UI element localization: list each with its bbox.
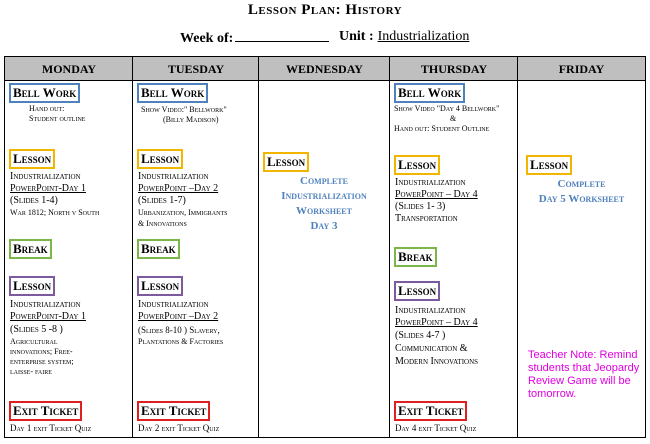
exit-ticket-box: Exit Ticket: [9, 401, 82, 421]
lesson-plan-table: [4, 56, 646, 438]
monday-lesson2-text: PowerPoint-Day 1: [10, 311, 86, 322]
wednesday-column: [259, 81, 389, 437]
unit-value: Industrialization: [377, 29, 470, 44]
thursday-bell-text: Hand out: Student Outline: [394, 124, 490, 133]
tuesday-lesson2-text: Industrialization: [138, 299, 209, 310]
wednesday-activity: [259, 174, 389, 234]
lesson-box: Lesson: [394, 155, 440, 175]
unit-label: Unit :: [339, 29, 374, 44]
header-wednesday: WEDNESDAY: [259, 57, 390, 81]
monday-lesson2-text: (Slides 5 -8 ): [10, 324, 63, 335]
tuesday-lesson1-text: PowerPoint –Day 2: [138, 183, 219, 194]
tuesday-lesson1-text: (Slides 1-7): [138, 195, 186, 206]
tuesday-lesson1-text: & Innovations: [138, 219, 187, 228]
teacher-note: Teacher Note: Remind students that Jeopardy Review Game will be tomorrow.: [528, 349, 640, 400]
tuesday-lesson2-text: PowerPoint –Day 2: [138, 311, 219, 322]
break-box: Break: [137, 239, 180, 259]
lesson-box: Lesson: [137, 276, 183, 296]
header-monday: MONDAY: [5, 57, 133, 81]
lesson-box: Lesson: [9, 149, 55, 169]
tuesday-exit-text: Day 2 exit Ticket Quiz: [138, 423, 220, 433]
tuesday-lesson1-text: Urbanization, Immigrants: [138, 208, 228, 217]
week-blank: [235, 29, 329, 42]
exit-ticket-box: Exit Ticket: [137, 401, 210, 421]
wednesday-activity-line: Industrialization: [281, 190, 367, 202]
monday-lesson1-text: Industrialization: [10, 171, 81, 182]
thursday-column: [390, 81, 517, 437]
tuesday-bell-text: (Billy Madison): [163, 115, 219, 124]
bell-work-box: Bell Work: [394, 83, 465, 103]
tuesday-bell-text: Show Video:" Bellwork": [141, 105, 227, 114]
header-tuesday: TUESDAY: [133, 57, 259, 81]
thursday-lesson2-text: Communication &: [395, 343, 468, 354]
tuesday-lesson1-text: Industrialization: [138, 171, 209, 182]
monday-lesson2-text: Agricultural: [10, 337, 58, 346]
monday-lesson2-text: enterprise system;: [10, 357, 74, 366]
monday-lesson1-text: PowerPoint-Day 1: [10, 183, 86, 194]
monday-column: [5, 81, 132, 437]
lesson-box: Lesson: [394, 281, 440, 301]
thursday-lesson2-text: (Slides 4-7 ): [395, 330, 446, 341]
week-label: Week of:: [180, 31, 234, 46]
tuesday-column: [133, 81, 258, 437]
week-of: [180, 29, 329, 47]
wednesday-activity-line: Day 3: [310, 220, 338, 232]
thursday-lesson1-text: PowerPoint – Day 4: [395, 189, 478, 200]
thursday-bell-text: Show Video "Day 4 Bellwork": [394, 104, 500, 113]
wednesday-activity-line: Worksheet: [296, 205, 352, 217]
thursday-lesson2-text: Industrialization: [395, 305, 466, 316]
lesson-box: Lesson: [263, 152, 309, 172]
monday-lesson2-text: laisse- faire: [10, 367, 52, 376]
lesson-box: Lesson: [9, 276, 55, 296]
monday-lesson1-text: (Slides 1-4): [10, 195, 58, 206]
thursday-lesson2-text: PowerPoint – Day 4: [395, 317, 478, 328]
header-friday: FRIDAY: [518, 57, 645, 81]
thursday-lesson1-text: Transportation: [395, 213, 458, 224]
thursday-lesson1-text: Industrialization: [395, 177, 466, 188]
monday-bell-text: Hand out:: [29, 104, 65, 113]
page-title: Lesson Plan: History: [247, 2, 403, 18]
unit: [339, 29, 469, 45]
lesson-box: Lesson: [526, 155, 572, 175]
bell-work-box: Bell Work: [9, 83, 80, 103]
friday-activity-line: Complete: [557, 178, 606, 190]
exit-ticket-box: Exit Ticket: [394, 401, 467, 421]
monday-exit-text: Day 1 exit Ticket Quiz: [10, 423, 92, 433]
header-thursday: THURSDAY: [390, 57, 518, 81]
thursday-exit-text: Day 4 exit Ticket Quiz: [395, 423, 477, 433]
thursday-lesson1-text: (Slides 1- 3): [395, 201, 446, 212]
friday-column: [518, 81, 645, 437]
thursday-lesson2-text: Modern Innovations: [395, 356, 479, 367]
lesson-box: Lesson: [137, 149, 183, 169]
monday-lesson2-text: Industrialization: [10, 299, 81, 310]
monday-lesson2-text: innovations; Free-: [10, 347, 73, 356]
wednesday-activity-line: Complete: [300, 175, 348, 187]
thursday-bell-text: &: [450, 114, 457, 123]
break-box: Break: [9, 239, 52, 259]
bell-work-box: Bell Work: [137, 83, 208, 103]
tuesday-lesson2-text: Plantations & Factories: [138, 337, 224, 346]
friday-activity-line: Day 5 Worksheet: [538, 193, 625, 205]
friday-activity: [518, 177, 645, 207]
tuesday-lesson2-text: (Slides 8-10 ) Slavery,: [138, 325, 220, 335]
monday-bell-text: Student outline: [29, 114, 86, 123]
break-box: Break: [394, 247, 437, 267]
monday-lesson1-text: War 1812; North v South: [10, 208, 100, 217]
